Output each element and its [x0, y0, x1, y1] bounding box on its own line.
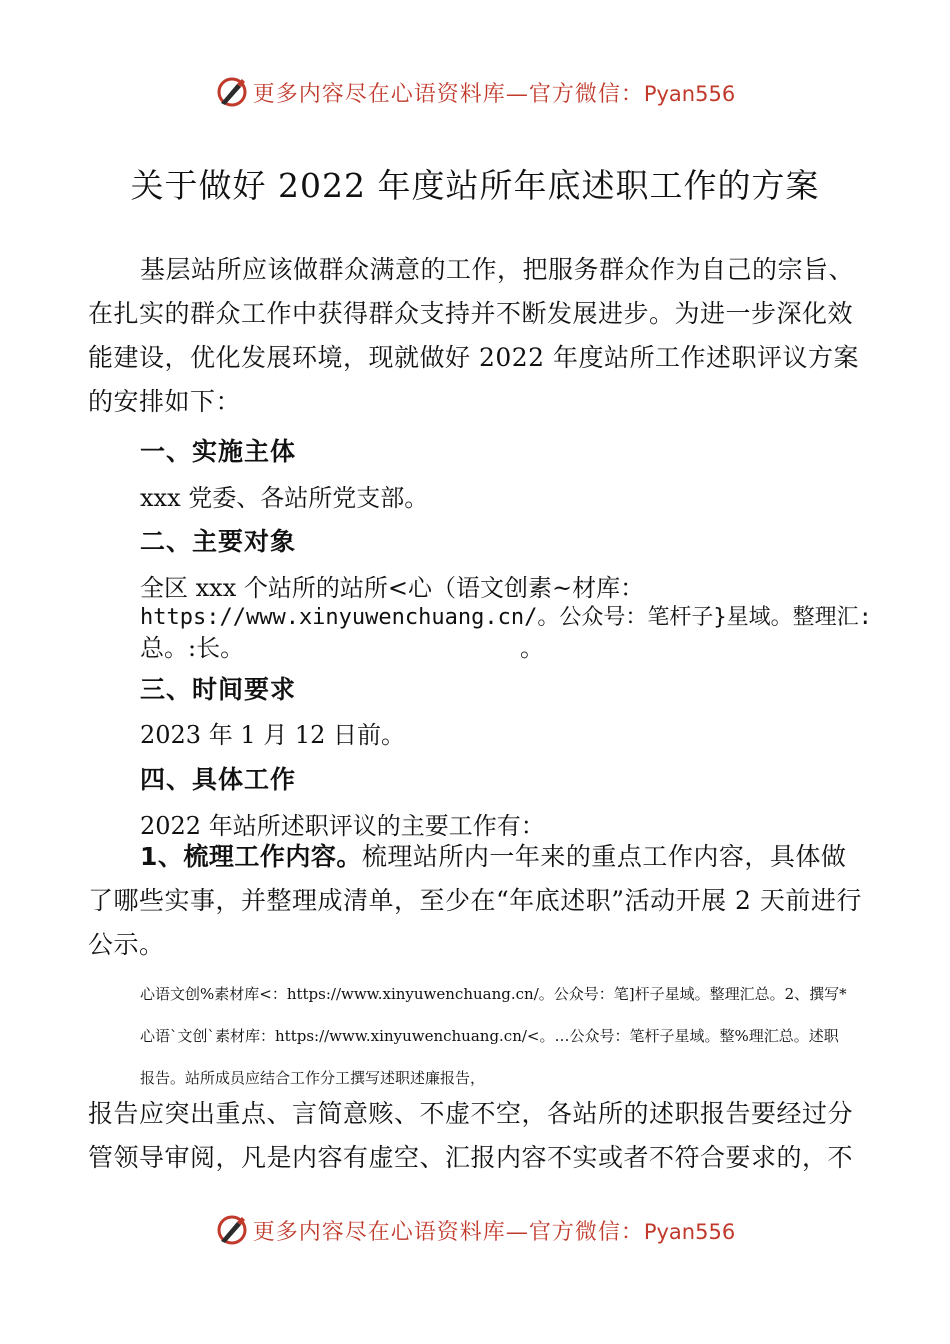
footer-banner: [0, 1210, 950, 1250]
closing-paragraph: 报告应突出重点、言简意赅、不虚不空，各站所的述职报告要经过分管领导审阅，凡是内容有虚空、汇报内容不实或者不符合要求的，不: [88, 1099, 854, 1172]
watermark-line-3: 报告。站所成员应结合工作分工撰写述职述廉报告，: [140, 1069, 486, 1087]
banner-label: 官方微信：: [528, 81, 644, 107]
watermark-line-2: 心语`文创`素材库：https://www.xinyuwenchuang.cn/<。…公众号：笔杆子星域。整%理汇总。述职: [140, 1027, 839, 1045]
section-2-line-3: 总。:长。: [140, 634, 245, 662]
item-1-body: 梳理站所内一年来的重点工作内容，具体做了哪些实事，并整理成清单，至少在“年底述职”活动开展 2 天前进行公示。: [88, 842, 862, 959]
header-banner: [0, 72, 950, 112]
section-3-heading: 三、时间要求: [140, 675, 297, 704]
section-4-intro: 2022 年站所述职评议的主要工作有：: [140, 812, 545, 840]
section-4-heading: 四、具体工作: [140, 765, 297, 794]
section-1-heading: 一、实施主体: [140, 437, 297, 466]
brush-logo-icon: [215, 1213, 249, 1247]
section-2-line-3-end: 。: [520, 634, 544, 662]
watermark-line-1: 心语文创%素材库<：https://www.xinyuwenchuang.cn/。公众号：笔]杆子星域。整理汇总。2、撰写*: [140, 985, 847, 1003]
item-1-paragraph: [88, 835, 868, 967]
intro-paragraph: 基层站所应该做群众满意的工作，把服务群众作为自己的宗旨、在扎实的群众工作中获得群众支持并不断发展进步。为进一步深化效能建设，优化发展环境，现就做好 2022 年度站所工作述职评议方案的安排如下：: [88, 255, 860, 416]
banner-separator: —: [505, 1219, 529, 1245]
banner-text: [253, 77, 735, 108]
section-3-body: 2023 年 1 月 12 日前。: [140, 721, 406, 749]
banner-text: [253, 1215, 735, 1246]
banner-separator: —: [505, 81, 529, 107]
banner-main: 更多内容尽在心语资料库: [252, 81, 506, 107]
section-2-line-2: https://www.xinyuwenchuang.cn/。公众号：笔杆子}星域。整理汇:: [140, 605, 872, 630]
section-2-line-1: 全区 xxx 个站所的站所<心（语文创素~材库：: [140, 574, 645, 602]
banner-label: 官方微信：: [528, 1219, 644, 1245]
section-1-body: xxx 党委、各站所党支部。: [140, 484, 429, 512]
item-1-lead: 1、梳理工作内容。: [140, 842, 362, 871]
section-2-heading: 二、主要对象: [140, 527, 297, 556]
banner-main: 更多内容尽在心语资料库: [252, 1219, 506, 1245]
brush-logo-icon: [215, 75, 249, 109]
banner-account: Pyan556: [643, 81, 736, 106]
document-title: 关于做好 2022 年度站所年底述职工作的方案: [130, 166, 820, 205]
banner-account: Pyan556: [643, 1219, 736, 1244]
